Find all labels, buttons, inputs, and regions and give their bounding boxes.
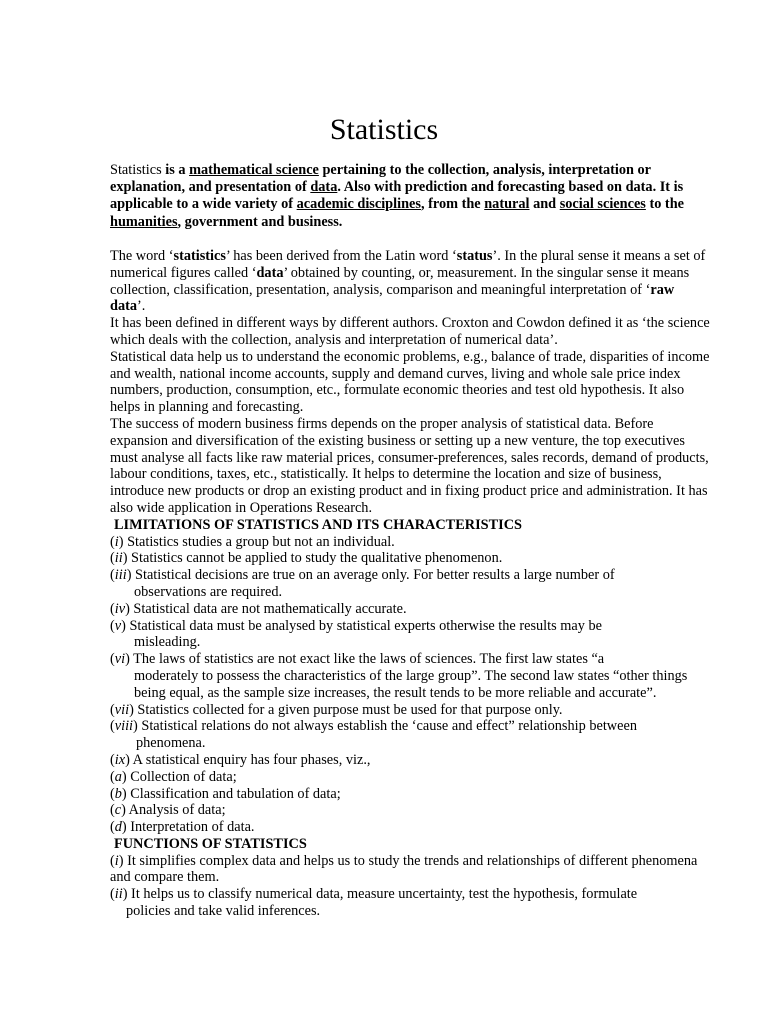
intro-text: , government and business.	[177, 213, 343, 230]
link-social-sciences[interactable]: social sciences	[559, 196, 646, 213]
link-humanities[interactable]: humanities	[110, 213, 178, 230]
limitation-item: (viii) Statistical relations do not always establish the ‘cause and effect” relationship between	[110, 718, 637, 735]
limitation-item: (ix) A statistical enquiry has four phases, viz.,	[110, 751, 371, 768]
link-mathematical-science[interactable]: mathematical science	[189, 162, 319, 178]
limitation-item: (ii) Statistics cannot be applied to study the qualitative phenomenon.	[110, 550, 503, 567]
link-natural[interactable]: natural	[484, 196, 530, 213]
function-item: (i) It simplifies complex data and helps us to study the trends and relationships of different phenomena and compare them.	[110, 852, 698, 886]
paragraph-business: The success of modern business firms depends on the proper analysis of statistical data. Before expansion and diversification of the existing business or setting up a new venture, the top executives must analyse all facts like raw material prices, consumer-preferences, sales records, demand of products, labour conditions, taxes, etc., statistically. It helps to determine the location and size of business, introduce new products or drop an existing product and in fixing product price and administration. It has also wide application in Operations Research.	[110, 415, 709, 516]
paragraph-definition: It has been defined in different ways by different authors. Croxton and Cowdon defined it as ‘the science which deals with the collection, analysis and interpretation of numerical data’.	[110, 315, 710, 348]
intro-text: is a	[165, 162, 190, 178]
limitation-item-continuation: misleading.	[134, 634, 201, 651]
function-item: (ii) It helps us to classify numerical data, measure uncertainty, test the hypothesis, formulate	[110, 886, 638, 903]
phase-item: (b) Classification and tabulation of data;	[110, 785, 341, 802]
limitation-item-continuation: moderately to possess the characteristics of the large group”. The second law states “other things being equal, as the sample size increases, the result tends to be more reliable and accurate”.	[134, 667, 688, 701]
limitation-item: (i) Statistics studies a group but not an individual.	[110, 533, 395, 550]
paragraph-economics: Statistical data help us to understand the economic problems, e.g., balance of trade, disparities of income and wealth, national income accounts, supply and demand curves, living and whole sale price index numbers, production, consumption, etc., formulate economic theories and test old hypothesis. It also helps in planning and forecasting.	[110, 348, 710, 416]
limitation-item: (vii) Statistics collected for a given purpose must be used for that purpose only.	[110, 701, 563, 718]
document-body	[110, 248, 710, 920]
function-item-continuation: policies and take valid inferences.	[126, 903, 321, 920]
intro-text: . Also with prediction and forecasting based on data. It is applicable to a wide variety of	[110, 179, 684, 213]
phase-item: (d) Interpretation of data.	[110, 819, 255, 836]
intro-text: to the	[645, 196, 684, 213]
intro-text: pertaining to the collection, analysis, interpretation or explanation, and presentation of	[110, 162, 651, 196]
page-title: Statistics	[329, 113, 439, 146]
limitation-item: (iii) Statistical decisions are true on an average only. For better results a large number of	[110, 567, 615, 584]
limitation-item: (iv) Statistical data are not mathematically accurate.	[110, 600, 407, 617]
link-academic-disciplines[interactable]: academic disciplines	[296, 196, 421, 213]
limitations-heading: LIMITATIONS OF STATISTICS AND ITS CHARACTERISTICS	[114, 516, 522, 533]
intro-text: , from the	[420, 196, 485, 213]
phase-item: (c) Analysis of data;	[110, 802, 226, 819]
intro-paragraph	[110, 162, 710, 231]
intro-text: Statistics	[110, 162, 166, 178]
functions-heading: FUNCTIONS OF STATISTICS	[114, 835, 307, 852]
phase-item: (a) Collection of data;	[110, 768, 237, 785]
paragraph-word-origin: The word ‘statistics’ has been derived from the Latin word ‘status’. In the plural sense it means a set of numerical figures called ‘data’ obtained by counting, or, measurement. In the singular sense it means collection, classification, presentation, analysis, comparison and meaningful interpretation of ‘raw data’.	[110, 248, 706, 315]
limitation-item: (v) Statistical data must be analysed by statistical experts otherwise the results may be	[110, 617, 602, 634]
link-data[interactable]: data	[310, 179, 338, 196]
limitation-item: (vi) The laws of statistics are not exact like the laws of sciences. The first law states “a	[110, 651, 605, 668]
intro-text: and	[529, 196, 560, 213]
limitation-item-continuation: phenomena.	[136, 735, 206, 752]
limitation-item-continuation: observations are required.	[134, 583, 283, 600]
